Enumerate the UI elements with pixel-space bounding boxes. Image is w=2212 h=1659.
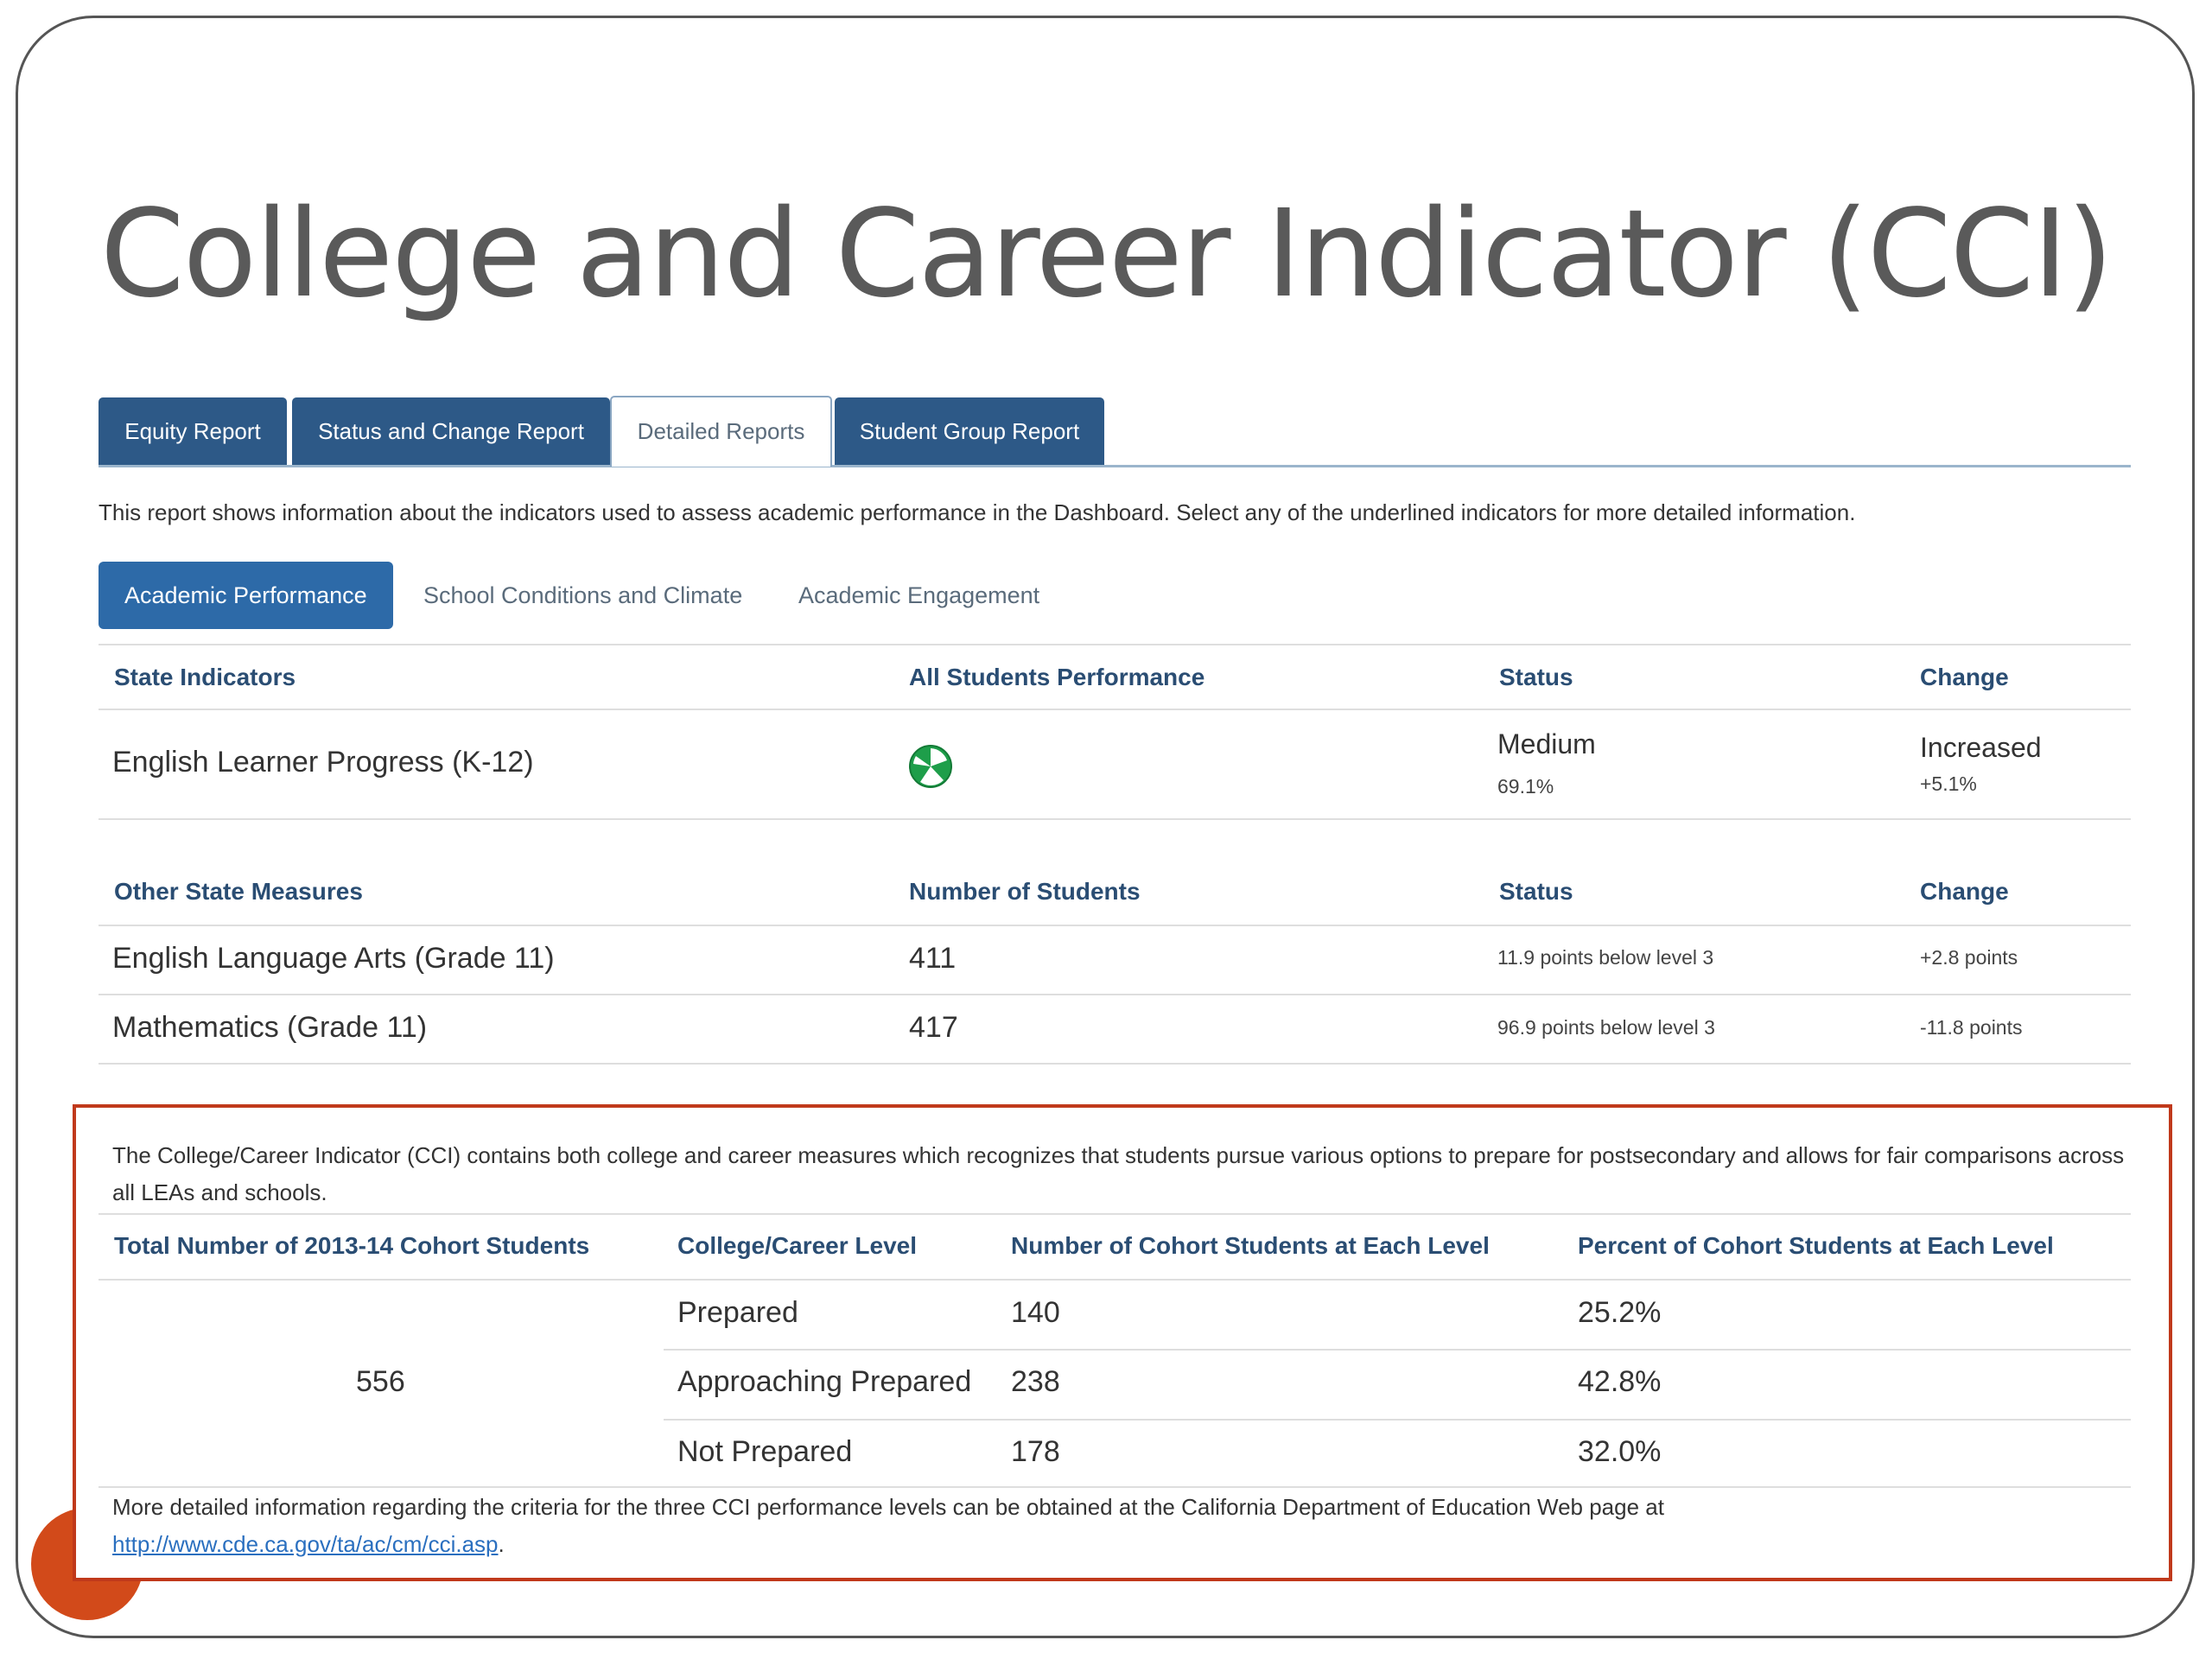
- col-header-percent-at-level: Percent of Cohort Students at Each Level: [1578, 1232, 2054, 1259]
- tab-status-and-change-report[interactable]: Status and Change Report: [292, 397, 610, 465]
- link-suffix: .: [498, 1531, 505, 1557]
- table-divider: [664, 1349, 2131, 1351]
- table-divider: [99, 644, 2131, 645]
- table-divider: [664, 1419, 2131, 1421]
- col-header-state-indicators: State Indicators: [114, 664, 296, 690]
- table-divider: [99, 709, 2131, 710]
- col-header-number-of-students: Number of Students: [909, 878, 1141, 905]
- report-tabs: [99, 397, 2131, 467]
- intro-text: This report shows information about the indicators used to assess academic performance in the Dashboard. Select any of the underlined indicators for more detailed information.: [99, 499, 1856, 525]
- status-value: 69.1%: [1497, 775, 1554, 798]
- col-header-change: Change: [1920, 664, 2009, 690]
- measure-change: -11.8 points: [1920, 1016, 2023, 1039]
- table-divider: [99, 1486, 2131, 1488]
- cde-cci-link[interactable]: http://www.cde.ca.gov/ta/ac/cm/cci.asp: [112, 1531, 499, 1557]
- tab-student-group-report[interactable]: Student Group Report: [835, 397, 1104, 465]
- cci-percent: 32.0%: [1578, 1435, 1662, 1468]
- cci-level: Not Prepared: [677, 1435, 853, 1468]
- subtab-school-conditions[interactable]: School Conditions and Climate: [423, 582, 743, 608]
- cci-footer: [112, 1489, 2134, 1563]
- cci-percent: 42.8%: [1578, 1365, 1662, 1398]
- cci-level: Approaching Prepared: [677, 1365, 972, 1398]
- col-header-status: Status: [1499, 664, 1573, 690]
- cci-count: 238: [1011, 1365, 1060, 1398]
- subtab-academic-performance[interactable]: Academic Performance: [99, 562, 393, 629]
- table-divider: [99, 925, 2131, 926]
- student-count: 417: [909, 1011, 958, 1044]
- cci-level: Prepared: [677, 1296, 798, 1329]
- tab-detailed-reports[interactable]: Detailed Reports: [610, 396, 832, 467]
- status-level: Medium: [1497, 728, 1596, 760]
- measure-change: +2.8 points: [1920, 946, 2018, 969]
- col-header-number-at-level: Number of Cohort Students at Each Level: [1011, 1232, 1490, 1259]
- cci-count: 178: [1011, 1435, 1060, 1468]
- col-header-change: Change: [1920, 878, 2009, 905]
- measure-status: 11.9 points below level 3: [1497, 946, 1714, 969]
- indicator-name-link[interactable]: English Learner Progress (K-12): [112, 746, 534, 779]
- slide-title: College and Career Indicator (CCI): [99, 184, 2113, 325]
- student-count: 411: [909, 942, 957, 975]
- cci-percent: 25.2%: [1578, 1296, 1662, 1329]
- cci-count: 140: [1011, 1296, 1060, 1329]
- col-header-all-students-performance: All Students Performance: [909, 664, 1205, 690]
- total-cohort-value: 556: [356, 1365, 405, 1398]
- measure-status: 96.9 points below level 3: [1497, 1016, 1715, 1039]
- table-divider: [99, 818, 2131, 820]
- table-divider: [99, 1213, 2131, 1215]
- change-level: Increased: [1920, 732, 2042, 763]
- tab-equity-report[interactable]: Equity Report: [99, 397, 287, 465]
- col-header-status: Status: [1499, 878, 1573, 905]
- subtab-academic-engagement[interactable]: Academic Engagement: [798, 582, 1040, 608]
- table-divider: [99, 994, 2131, 995]
- cci-footer-text: More detailed information regarding the criteria for the three CCI performance levels can be obtained at the California Department of Education Web page at: [112, 1494, 1664, 1520]
- measure-name: English Language Arts (Grade 11): [112, 942, 555, 975]
- table-divider: [99, 1063, 2131, 1065]
- pie-green-icon: [909, 745, 952, 788]
- col-header-college-career-level: College/Career Level: [677, 1232, 918, 1259]
- col-header-total-cohort: Total Number of 2013-14 Cohort Students: [114, 1232, 590, 1259]
- measure-name: Mathematics (Grade 11): [112, 1011, 428, 1044]
- cci-description: The College/Career Indicator (CCI) contains both college and career measures which recognizes that students pursue various options to prepare for postsecondary and allows for fair comparisons across all LEAs and schools.: [112, 1142, 2125, 1205]
- change-value: +5.1%: [1920, 772, 1977, 795]
- table-divider: [99, 1279, 2131, 1281]
- col-header-other-state-measures: Other State Measures: [114, 878, 363, 905]
